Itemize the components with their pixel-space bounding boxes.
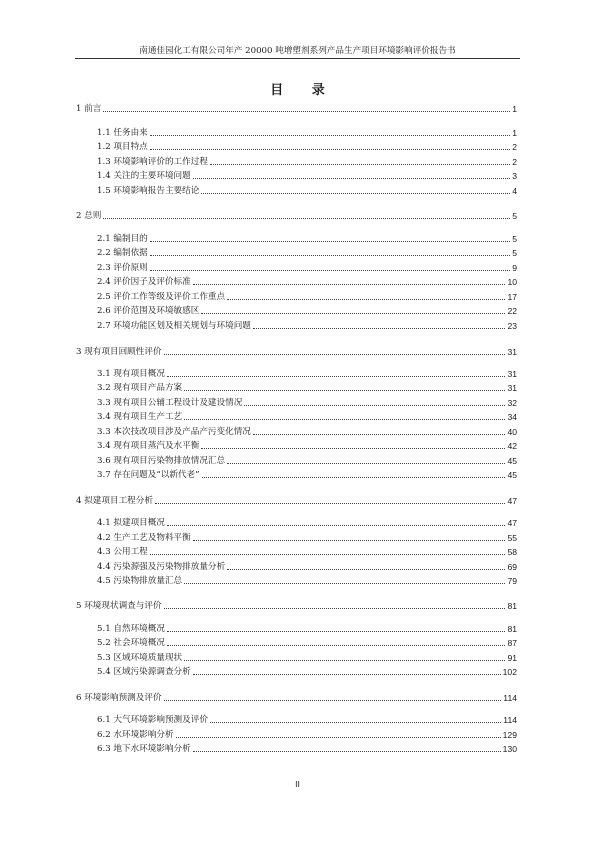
toc-dot-leader: [202, 476, 506, 478]
toc-entry-page: 9: [512, 262, 517, 273]
toc-dot-leader: [201, 312, 505, 314]
toc-dot-leader: [244, 404, 505, 406]
toc-entry-title: 6 环境影响预测及评价: [76, 693, 162, 703]
toc-dot-leader: [150, 148, 510, 150]
toc-entry-page: 45: [507, 470, 517, 480]
toc-dot-leader: [184, 659, 505, 661]
toc-entry-title: 3.3 现有项目公辅工程设计及建设情况: [97, 397, 243, 408]
running-header: 南通佳园化工有限公司年产 20000 吨增塑剂系列产品生产项目环境影响评价报告书: [75, 44, 520, 59]
toc-entry-title: 1.4 关注的主要环境问题: [97, 171, 191, 182]
toc-entry-page: 55: [507, 532, 517, 543]
page-number: II: [295, 779, 300, 789]
toc-entry-title: 5.1 自然环境概况: [97, 623, 165, 634]
toc-dot-leader: [184, 418, 505, 420]
toc-entry-title: 3.4 现有项目蒸汽及水平衡: [97, 441, 200, 451]
toc-dot-leader: [253, 433, 506, 435]
toc-entry-page: 2: [512, 142, 517, 153]
toc-entry-title: 4.4 污染源强及污染物排放量分析: [97, 561, 226, 572]
toc-section-entry[interactable]: [97, 559, 517, 573]
toc-entry-page: 114: [503, 715, 517, 725]
toc-section-entry[interactable]: [97, 380, 517, 394]
toc-entry-title: 6.3 地下水环境影响分析: [97, 744, 191, 754]
toc-entry-page: 58: [507, 547, 517, 557]
toc-entry-title: 5 环境现状调查与评价: [76, 601, 162, 611]
toc-section-entry[interactable]: [97, 530, 517, 544]
toc-entry-title: 4 拟建项目工程分析: [76, 495, 153, 506]
toc-entry-title: 3.1 现有项目概况: [97, 368, 165, 379]
toc-entry-page: 34: [507, 412, 517, 422]
toc-entry-title: 2.6 评价范围及环境敏感区: [97, 306, 200, 316]
toc-dot-leader: [167, 375, 505, 377]
toc-section-entry[interactable]: [97, 139, 517, 153]
toc-dot-leader: [155, 502, 505, 504]
toc-entry-title: 5.4 区域污染源调查分析: [97, 667, 191, 677]
toc-chapter-entry[interactable]: [76, 208, 517, 222]
toc-entry-title: 2.4 评价因子及评价标准: [97, 277, 191, 287]
toc-dot-leader: [164, 607, 506, 609]
toc-entry-title: 3.6 现有项目污染物排放情况汇总: [97, 455, 226, 466]
toc-dot-leader: [227, 568, 505, 570]
toc-title: 目 录: [270, 83, 337, 98]
toc-dot-leader: [210, 163, 510, 165]
toc-section-entry[interactable]: [97, 635, 517, 649]
toc-dot-leader: [193, 283, 506, 285]
toc-entry-title: 2.3 评价原则: [97, 262, 148, 273]
toc-entry-page: 5: [512, 211, 517, 221]
toc-entry-title: 4.2 生产工艺及物料平衡: [97, 532, 191, 543]
toc-entry-title: 2.5 评价工作等级及评价工作重点: [97, 291, 226, 302]
toc-entry-page: 31: [507, 346, 517, 357]
toc-entry-title: 4.5 污染物排放量汇总: [97, 576, 183, 586]
toc-entry-title: 6.2 水环境影响分析: [97, 729, 174, 740]
toc-entry-page: 129: [502, 729, 517, 740]
toc-entry-page: 47: [507, 495, 517, 506]
toc-entry-page: 91: [507, 652, 517, 663]
toc-section-entry[interactable]: [97, 289, 517, 303]
toc-dot-leader: [167, 524, 505, 526]
toc-chapter-entry[interactable]: [76, 101, 517, 115]
toc-chapter-entry[interactable]: [76, 690, 517, 704]
toc-section-entry[interactable]: [97, 395, 517, 409]
toc-section-entry[interactable]: [97, 318, 517, 332]
toc-dot-leader: [184, 582, 505, 584]
toc-entry-title: 2.7 环境功能区划及相关规划与环境问题: [97, 320, 251, 331]
toc-dot-leader: [167, 644, 505, 646]
toc-section-entry[interactable]: [97, 125, 517, 139]
toc-entry-page: 45: [507, 455, 517, 466]
toc-entry-page: 1: [512, 128, 517, 138]
toc-entry-title: 5.3 区域环境质量现状: [97, 652, 183, 663]
toc-dot-leader: [103, 110, 510, 112]
toc-entry-title: 2.1 编制目的: [97, 233, 148, 244]
toc-entry-page: 22: [507, 306, 517, 316]
toc-dot-leader: [227, 462, 505, 464]
toc-entry-page: 114: [503, 693, 517, 703]
toc-chapter-entry[interactable]: [76, 493, 517, 507]
toc-entry-title: 5.2 社会环境概况: [97, 638, 165, 648]
toc-entry-title: 2 总则: [76, 211, 102, 221]
toc-section-entry[interactable]: [97, 231, 517, 245]
toc-section-entry[interactable]: [97, 303, 517, 317]
toc-section-entry[interactable]: [97, 712, 517, 726]
toc-entry-title: 3.3 本次技改项目涉及产品产污变化情况: [97, 426, 251, 437]
toc-entry-title: 4.3 公用工程: [97, 547, 148, 557]
toc-section-entry[interactable]: [97, 515, 517, 529]
toc-entry-page: 130: [502, 744, 517, 754]
toc-entry-page: 5: [512, 233, 517, 244]
toc-dot-leader: [150, 553, 506, 555]
toc-entry-title: 1.5 环境影响报告主要结论: [97, 185, 200, 196]
toc-dot-leader: [193, 539, 506, 541]
toc-dot-leader: [184, 389, 505, 391]
toc-entry-title: 1.1 任务由来: [97, 128, 148, 138]
toc-section-entry[interactable]: [97, 245, 517, 259]
toc-dot-leader: [227, 298, 505, 300]
toc-section-entry[interactable]: [97, 621, 517, 635]
toc-section-entry[interactable]: [97, 424, 517, 438]
toc-section-entry[interactable]: [97, 650, 517, 664]
toc-entry-title: 6.1 大气环境影响预测及评价: [97, 715, 208, 725]
toc-entry-page: 102: [502, 667, 517, 677]
toc-entry-page: 2: [512, 156, 517, 167]
toc-entry-page: 1: [512, 104, 517, 114]
toc-entry-page: 79: [507, 576, 517, 586]
toc-dot-leader: [164, 699, 502, 701]
toc-chapter-entry[interactable]: [76, 344, 517, 358]
toc-entry-title: 2.2 编制依据: [97, 248, 148, 258]
toc-section-entry[interactable]: [97, 168, 517, 182]
toc-dot-leader: [164, 353, 506, 355]
toc-dot-leader: [150, 240, 510, 242]
toc-section-entry[interactable]: [97, 727, 517, 741]
toc-entry-title: 4.1 拟建项目概况: [97, 518, 165, 528]
toc-section-entry[interactable]: [97, 274, 517, 288]
toc-entry-page: 87: [507, 638, 517, 648]
toc-section-entry[interactable]: [97, 366, 517, 380]
toc-entry-page: 69: [507, 561, 517, 572]
toc-chapter-entry[interactable]: [76, 598, 517, 612]
toc-entry-title: 1.2 项目特点: [97, 142, 148, 153]
toc-section-entry[interactable]: [97, 664, 517, 678]
toc-section-entry[interactable]: [97, 183, 517, 197]
toc-dot-leader: [176, 736, 501, 738]
toc-section-entry[interactable]: [97, 467, 517, 481]
toc-dot-leader: [253, 327, 506, 329]
toc-dot-leader: [150, 254, 510, 256]
toc-entry-title: 3.2 现有项目产品方案: [97, 383, 183, 393]
toc-dot-leader: [193, 673, 501, 675]
toc-entry-title: 1.3 环境影响评价的工作过程: [97, 156, 208, 167]
toc-entry-page: 5: [512, 248, 517, 258]
toc-section-entry[interactable]: [97, 741, 517, 755]
toc-entry-page: 47: [507, 518, 517, 528]
toc-entry-page: 81: [507, 601, 517, 611]
toc-dot-leader: [167, 630, 505, 632]
toc-entry-page: 17: [507, 291, 517, 302]
toc-dot-leader: [150, 134, 510, 136]
toc-entry-page: 31: [507, 383, 517, 393]
toc-entry-page: 23: [507, 320, 517, 331]
toc-entry-page: 31: [507, 368, 517, 379]
toc-entry-page: 42: [507, 441, 517, 451]
toc-section-entry[interactable]: [97, 409, 517, 423]
toc-section-entry[interactable]: [97, 573, 517, 587]
toc-entry-page: 81: [507, 623, 517, 634]
toc-section-entry[interactable]: [97, 260, 517, 274]
toc-dot-leader: [210, 721, 501, 723]
toc-entry-page: 3: [512, 171, 517, 182]
toc-dot-leader: [201, 192, 510, 194]
toc-section-entry[interactable]: [97, 453, 517, 467]
toc-entry-title: 3.7 存在问题及“以新代老”: [97, 470, 200, 480]
toc-dot-leader: [193, 750, 501, 752]
toc-dot-leader: [103, 217, 510, 219]
toc-dot-leader: [193, 177, 510, 179]
toc-entry-page: 10: [507, 277, 517, 287]
toc-section-entry[interactable]: [97, 438, 517, 452]
toc-entry-title: 1 前言: [76, 104, 102, 114]
toc-dot-leader: [150, 269, 510, 271]
toc-dot-leader: [201, 447, 505, 449]
toc-entry-page: 40: [507, 426, 517, 437]
toc-section-entry[interactable]: [97, 544, 517, 558]
toc-entry-page: 32: [507, 397, 517, 408]
toc-section-entry[interactable]: [97, 154, 517, 168]
toc-entry-page: 4: [512, 185, 517, 196]
toc-entry-title: 3 现有项目回顾性评价: [76, 346, 162, 357]
toc-entry-title: 3.4 现有项目生产工艺: [97, 412, 183, 422]
